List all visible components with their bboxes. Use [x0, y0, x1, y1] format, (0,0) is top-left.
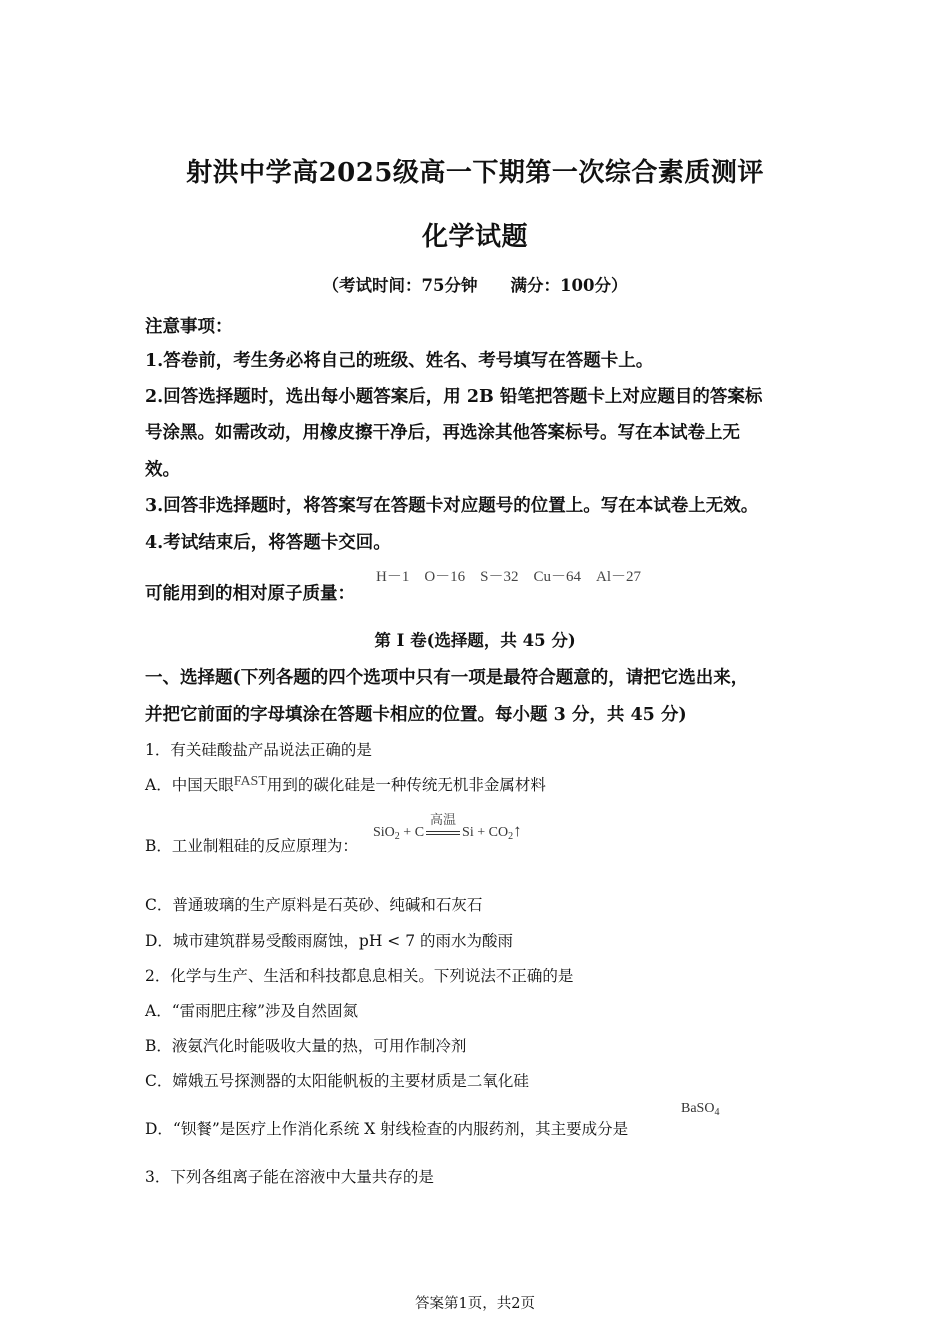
note-item-2-line-1: 2.回答选择题时，选出每小题答案后，用 2B 铅笔把答题卡上对应题目的答案标 — [145, 387, 763, 407]
question-1-option-c: C．普通玻璃的生产原料是石英砂、纯碱和石灰石 — [145, 896, 483, 914]
note-item-1: 1.答卷前，考生务必将自己的班级、姓名、考号填写在答题卡上。 — [145, 351, 654, 371]
note-item-3: 3.回答非选择题时，将答案写在答题卡对应题号的位置上。写在本试卷上无效。 — [145, 496, 759, 516]
equilibrium-sign — [424, 813, 462, 841]
question-1-option-a — [145, 773, 546, 795]
section-title: 第 I 卷(选择题，共 45 分) — [374, 631, 576, 650]
products: Si + CO — [462, 825, 509, 840]
question-1-option-b-text: B．工业制粗硅的反应原理为： — [145, 837, 358, 855]
exam-info: （考试时间：75分钟 满分：100分） — [322, 276, 628, 295]
question-1-option-d: D．城市建筑群易受酸雨腐蚀，pH < 7 的雨水为酸雨 — [145, 932, 513, 950]
double-line — [426, 831, 460, 835]
question-3-stem: 3．下列各组离子能在溶液中大量共存的是 — [145, 1168, 434, 1186]
question-2-stem: 2．化学与生产、生活和科技都息息相关。下列说法不正确的是 — [145, 967, 574, 985]
section-instruction-line-2: 并把它前面的字母填涂在答题卡相应的位置。每小题 3 分，共 45 分) — [145, 705, 687, 725]
section-instruction-line-1: 一、选择题(下列各题的四个选项中只有一项是最符合题意的，请把它选出来， — [145, 668, 749, 688]
note-item-2-line-3: 效。 — [145, 460, 180, 480]
fast-formula: FAST — [233, 774, 267, 789]
note-item-4: 4.考试结束后，将答题卡交回。 — [145, 533, 391, 553]
baso4-formula — [681, 1101, 719, 1118]
question-1-stem: 1．有关硅酸盐产品说法正确的是 — [145, 741, 372, 759]
reaction-condition: 高温 — [430, 813, 457, 828]
page-footer: 答案第1页，共2页 — [415, 1296, 535, 1312]
reactant-sio2: SiO — [373, 825, 395, 840]
question-2-option-a: A．“雷雨肥庄稼”涉及自然固氮 — [145, 1002, 359, 1020]
atomic-mass-label: 可能用到的相对原子质量： — [145, 584, 355, 604]
reactant-carbon: + C — [399, 825, 425, 840]
gas-arrow-icon: ↑ — [513, 821, 522, 840]
reactant-subscript: 2 — [394, 831, 400, 842]
exam-title: 射洪中学高2025级高一下期第一次综合素质测评 — [186, 158, 764, 188]
atomic-mass-values: H－1 O－16 S－32 Cu－64 Al－27 — [376, 569, 642, 585]
baso4-subscript: 4 — [714, 1107, 720, 1118]
question-2-option-b: B．液氨汽化时能吸收大量的热，可用作制冷剂 — [145, 1037, 467, 1055]
subject-title: 化学试题 — [421, 222, 528, 252]
baso4-text: BaSO — [681, 1101, 715, 1116]
product-subscript: 2 — [508, 831, 514, 842]
option-a-suffix: 用到的碳化硅是一种传统无机非金属材料 — [266, 776, 546, 794]
note-item-2-line-2: 号涂黑。如需改动，用橡皮擦干净后，再选涂其他答案标号。写在本试卷上无 — [145, 423, 740, 443]
option-a-prefix: A．中国天眼 — [145, 776, 234, 794]
notes-heading: 注意事项： — [145, 317, 233, 337]
question-2-option-d: D．“钡餐”是医疗上作消化系统 X 射线检查的内服药剂，其主要成分是 — [145, 1120, 629, 1138]
question-2-option-c: C．嫦娥五号探测器的太阳能帆板的主要材质是二氧化硅 — [145, 1072, 529, 1090]
silicon-reaction-equation — [373, 813, 522, 842]
